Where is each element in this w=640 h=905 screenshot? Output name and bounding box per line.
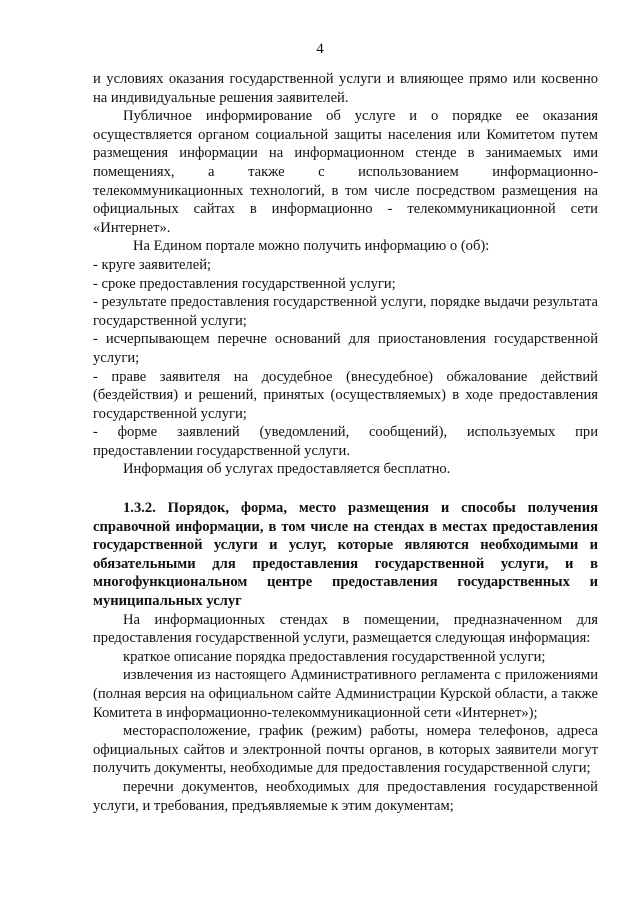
list-item: - форме заявлений (уведомлений, сообщений), используемых при предоставлении государственной услуги. [93, 424, 598, 459]
list-item: краткое описание порядка предоставления государственной услуги; [123, 648, 546, 665]
list-item: перечни документов, необходимых для предоставления государственной услуги, и требования, предъявляемые к этим документам; [93, 778, 598, 814]
paragraph: На Едином портале можно получить информацию о (об): [133, 238, 490, 255]
paragraph: и условиях оказания государственной услуги и влияющее прямо или косвенно на индивидуальные решения заявителей. [93, 71, 598, 106]
document-body [93, 70, 598, 815]
list-item: - результате предоставления государственной услуги, порядке выдачи результата государственной услуги; [93, 294, 598, 329]
list-item: - исчерпывающем перечне оснований для приостановления государственной услуги; [93, 331, 598, 366]
list-item: - круге заявителей; [93, 256, 212, 273]
section-heading: 1.3.2. Порядок, форма, место размещения и способы получения справочной информации, в том числе на стендах в местах предоставления государственной услуги и услуг, которые являются необходимыми и обязательными для предоставления государственной услуги, и в многофункциональном центре предоставления государственных и муниципальных услуг [93, 500, 598, 610]
paragraph: Публичное информирование об услуге и о порядке ее оказания осуществляется органом социальной защиты населения или Комитетом путем размещения информации на информационном стенде в занимаемых ими помещениях, а также с использованием информационно-телекоммуникационных технологий, в том числе посредством размещения на официальных сайтах в информационно - телекоммуникационной сети «Интернет». [93, 108, 598, 236]
page-number: 4 [316, 41, 324, 57]
list-item: - праве заявителя на досудебное (внесудебное) обжалование действий (бездействия) и решений, принятых (осуществляемых) в ходе предоставления государственной услуги; [93, 368, 598, 422]
list-item: извлечения из настоящего Административного регламента с приложениями (полная версия на официальном сайте Администрации Курской области, а также Комитета в информационно-телекоммуникационной сети «Интернет»); [93, 667, 598, 721]
paragraph: Информация об услугах предоставляется бесплатно. [123, 461, 451, 478]
list-item: месторасположение, график (режим) работы, номера телефонов, адреса официальных сайтов и электронной почты органов, в которых заявители могут получить документы, необходимые для предоставления государственной слуги; [93, 723, 598, 777]
list-item: - сроке предоставления государственной услуги; [93, 275, 396, 292]
paragraph: На информационных стендах в помещении, предназначенном для предоставления государственной услуги, размещается следующая информация: [93, 611, 598, 647]
